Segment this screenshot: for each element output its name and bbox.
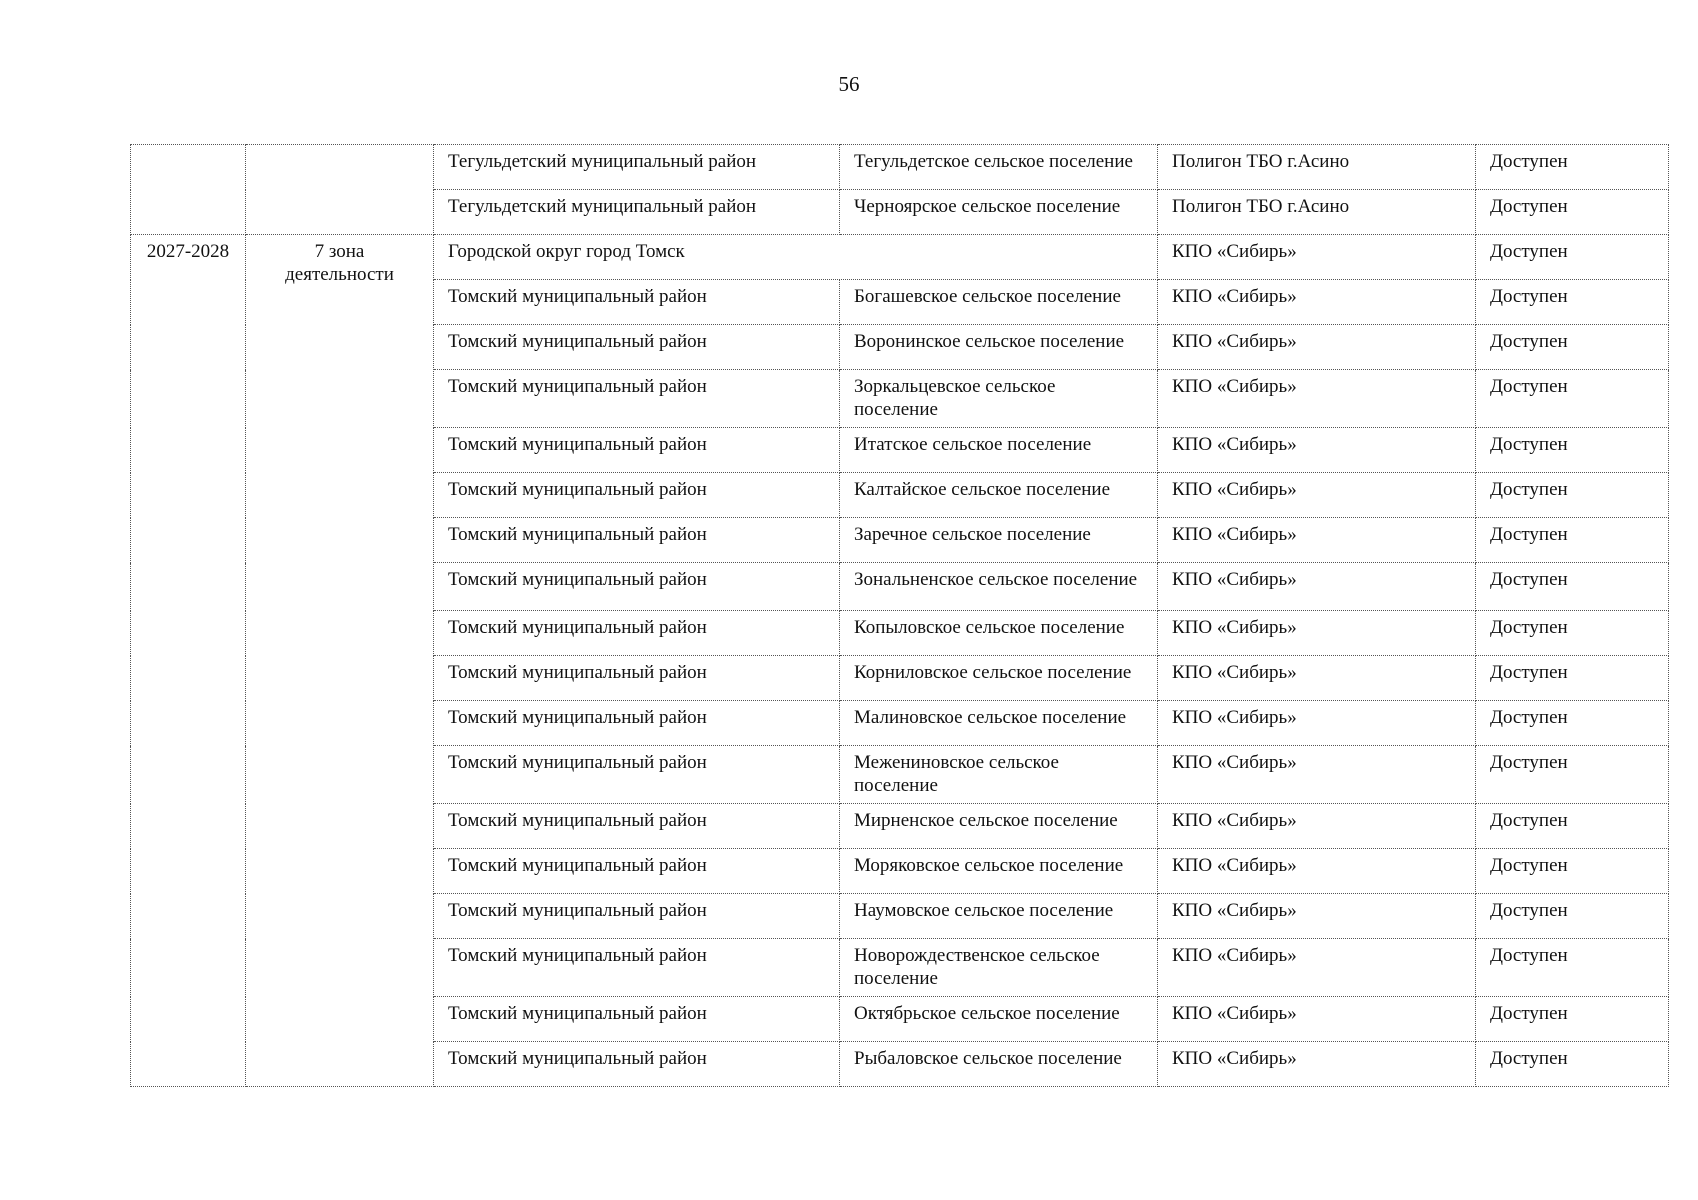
- settlement-cell: Мирненское сельское поселение: [840, 804, 1158, 849]
- zone-cell: [246, 145, 434, 235]
- status-cell: Доступен: [1476, 145, 1669, 190]
- zone-cell: 7 зона деятельности: [246, 235, 434, 1087]
- district-cell: Томский муниципальный район: [434, 611, 840, 656]
- district-cell: Томский муниципальный район: [434, 656, 840, 701]
- facility-cell: КПО «Сибирь»: [1158, 370, 1476, 428]
- district-cell: Тегульдетский муниципальный район: [434, 190, 840, 235]
- page-number: 56: [838, 72, 860, 96]
- facility-cell: КПО «Сибирь»: [1158, 849, 1476, 894]
- settlement-cell: Зоркальцевское сельское поселение: [840, 370, 1158, 428]
- facility-cell: Полигон ТБО г.Асино: [1158, 190, 1476, 235]
- district-cell: Томский муниципальный район: [434, 325, 840, 370]
- settlement-cell: Новорождественское сельское поселение: [840, 939, 1158, 997]
- facility-cell: Полигон ТБО г.Асино: [1158, 145, 1476, 190]
- settlement-cell: Моряковское сельское поселение: [840, 849, 1158, 894]
- facility-cell: КПО «Сибирь»: [1158, 280, 1476, 325]
- facility-cell: КПО «Сибирь»: [1158, 894, 1476, 939]
- status-cell: Доступен: [1476, 518, 1669, 563]
- status-cell: Доступен: [1476, 894, 1669, 939]
- facility-cell: КПО «Сибирь»: [1158, 746, 1476, 804]
- status-cell: Доступен: [1476, 280, 1669, 325]
- status-cell: Доступен: [1476, 563, 1669, 611]
- status-cell: Доступен: [1476, 804, 1669, 849]
- settlement-cell: Заречное сельское поселение: [840, 518, 1158, 563]
- settlement-cell: Калтайское сельское поселение: [840, 473, 1158, 518]
- district-cell: Томский муниципальный район: [434, 894, 840, 939]
- status-cell: Доступен: [1476, 849, 1669, 894]
- district-cell: Томский муниципальный район: [434, 473, 840, 518]
- settlement-cell: Октябрьское сельское поселение: [840, 997, 1158, 1042]
- district-cell: Томский муниципальный район: [434, 746, 840, 804]
- status-cell: Доступен: [1476, 611, 1669, 656]
- facility-cell: КПО «Сибирь»: [1158, 1042, 1476, 1087]
- status-cell: Доступен: [1476, 190, 1669, 235]
- settlement-cell: Межениновское сельское поселение: [840, 746, 1158, 804]
- settlement-cell: Копыловское сельское поселение: [840, 611, 1158, 656]
- period-cell: 2027-2028: [131, 235, 246, 1087]
- waste-zones-table: [130, 144, 1669, 1087]
- status-cell: Доступен: [1476, 473, 1669, 518]
- facility-cell: КПО «Сибирь»: [1158, 563, 1476, 611]
- settlement-cell: Рыбаловское сельское поселение: [840, 1042, 1158, 1087]
- district-cell: Тегульдетский муниципальный район: [434, 145, 840, 190]
- period-cell: [131, 145, 246, 235]
- district-cell: Томский муниципальный район: [434, 518, 840, 563]
- facility-cell: КПО «Сибирь»: [1158, 473, 1476, 518]
- status-cell: Доступен: [1476, 235, 1669, 280]
- facility-cell: КПО «Сибирь»: [1158, 611, 1476, 656]
- status-cell: Доступен: [1476, 656, 1669, 701]
- facility-cell: КПО «Сибирь»: [1158, 235, 1476, 280]
- district-cell: Томский муниципальный район: [434, 370, 840, 428]
- facility-cell: КПО «Сибирь»: [1158, 325, 1476, 370]
- district-cell: Томский муниципальный район: [434, 1042, 840, 1087]
- settlement-cell: Богашевское сельское поселение: [840, 280, 1158, 325]
- table-row: [131, 145, 1669, 190]
- status-cell: Доступен: [1476, 370, 1669, 428]
- settlement-cell: Малиновское сельское поселение: [840, 701, 1158, 746]
- facility-cell: КПО «Сибирь»: [1158, 701, 1476, 746]
- status-cell: Доступен: [1476, 325, 1669, 370]
- facility-cell: КПО «Сибирь»: [1158, 518, 1476, 563]
- status-cell: Доступен: [1476, 746, 1669, 804]
- district-cell: Томский муниципальный район: [434, 563, 840, 611]
- status-cell: Доступен: [1476, 428, 1669, 473]
- district-cell: Городской округ город Томск: [434, 235, 1158, 280]
- facility-cell: КПО «Сибирь»: [1158, 656, 1476, 701]
- facility-cell: КПО «Сибирь»: [1158, 997, 1476, 1042]
- settlement-cell: Наумовское сельское поселение: [840, 894, 1158, 939]
- table-body: [131, 145, 1669, 1087]
- status-cell: Доступен: [1476, 701, 1669, 746]
- table-row: [131, 235, 1669, 280]
- district-cell: Томский муниципальный район: [434, 701, 840, 746]
- settlement-cell: Черноярское сельское поселение: [840, 190, 1158, 235]
- status-cell: Доступен: [1476, 997, 1669, 1042]
- facility-cell: КПО «Сибирь»: [1158, 428, 1476, 473]
- status-cell: Доступен: [1476, 939, 1669, 997]
- settlement-cell: Зональненское сельское поселение: [840, 563, 1158, 611]
- facility-cell: КПО «Сибирь»: [1158, 939, 1476, 997]
- facility-cell: КПО «Сибирь»: [1158, 804, 1476, 849]
- district-cell: Томский муниципальный район: [434, 849, 840, 894]
- district-cell: Томский муниципальный район: [434, 280, 840, 325]
- district-cell: Томский муниципальный район: [434, 997, 840, 1042]
- settlement-cell: Тегульдетское сельское поселение: [840, 145, 1158, 190]
- settlement-cell: Корниловское сельское поселение: [840, 656, 1158, 701]
- status-cell: Доступен: [1476, 1042, 1669, 1087]
- district-cell: Томский муниципальный район: [434, 428, 840, 473]
- district-cell: Томский муниципальный район: [434, 804, 840, 849]
- settlement-cell: Итатское сельское поселение: [840, 428, 1158, 473]
- district-cell: Томский муниципальный район: [434, 939, 840, 997]
- settlement-cell: Воронинское сельское поселение: [840, 325, 1158, 370]
